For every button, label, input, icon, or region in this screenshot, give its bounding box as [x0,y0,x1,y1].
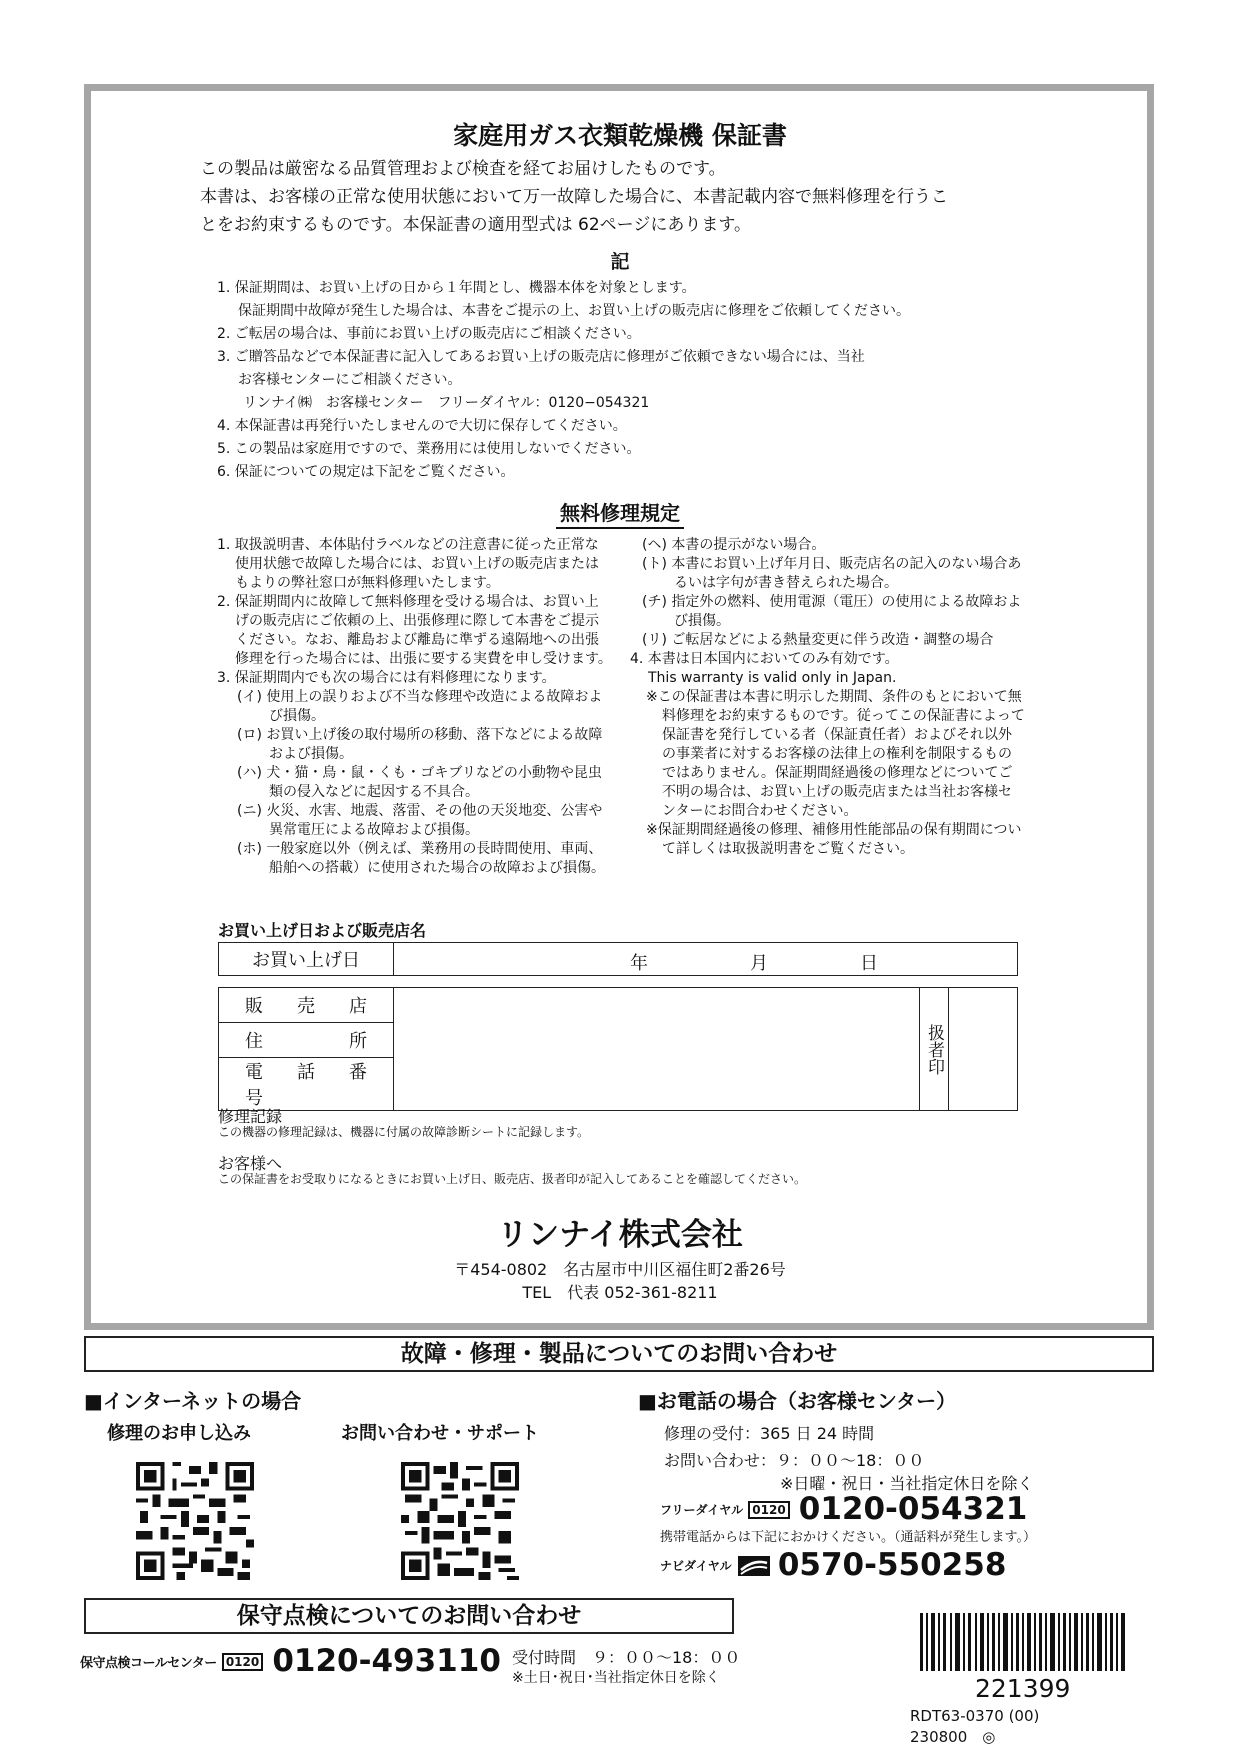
rule-3-he: (ヘ) 本書の提示がない場合。 [642,537,826,553]
mobile-note: 携帯電話からは下記におかけください。（通話料が発生します。） [660,1530,1036,1545]
term-4: 4. 本保証書は再発行いたしませんので大切に保存してください。 [217,418,627,434]
company-address: 〒454-0802 名古屋市中川区福住町2番26号 [454,1260,786,1279]
qr-code-support[interactable] [401,1462,519,1580]
rule-3-ni: (ニ) 火災、水害、地震、落雷、その他の天災地変、公害や異常電圧による故障および損傷。 [237,803,603,838]
rule-3-to: (ト) 本書にお買い上げ年月日、販売店名の記入のない場合あるいは字句が書き替えられた場合。 [642,556,1022,591]
intro-line-2: 本書は、お客様の正常な使用状態において万一故障した場合に、本書記載内容で無料修理を行うこ [200,187,948,207]
rule-3-ho: (ホ) 一般家庭以外（例えば、業務用の長時間使用、車両、船舶への搭載）に使用された場合の故障および損傷。 [237,841,605,876]
navi-dial-row [660,1547,1007,1583]
intro-line-3: とをお約束するものです。本保証書の適用型式は 62ページにあります。 [200,215,751,235]
holidays-note: ※日曜・祝日・当社指定休日を除く [780,1474,1034,1493]
free-dial-label: フリーダイヤル [660,1503,744,1517]
customer-text: この保証書をお受取りになるときにお買い上げ日、販売店、扱者印が記入してあることを確認してください。 [218,1172,807,1186]
note-2: ※保証期間経過後の修理、補修用性能部品の保有期間について詳しくは取扱説明書をご覧ください。 [646,822,1022,857]
rule-3-ha: (ハ) 犬・猫・鳥・鼠・くも・ゴキブリなどの小動物や昆虫類の侵入などに起因する不具合。 [237,765,602,800]
term-3b: お客様センターにご相談ください。 [238,372,462,388]
navi-dial-label: ナビダイヤル [660,1559,732,1573]
warranty-title: 家庭用ガス衣類乾燥機 保証書 [453,121,787,150]
purchase-heading: お買い上げ日および販売店名 [218,921,427,940]
free-repair-heading-wrap [0,497,1240,526]
repair-hours: 修理の受付：365 日 24 時間 [664,1424,875,1443]
maintenance-call-center: 保守点検コールセンター [80,1656,217,1671]
intro-line-1: この製品は厳密なる品質管理および検査を経てお届けしたものです。 [200,159,726,179]
qr-code-repair[interactable] [136,1462,254,1580]
store-info-field[interactable] [394,988,920,1111]
document-code: RDT63-0370 (00) [910,1707,1040,1725]
free-repair-right-column [630,536,1025,859]
barcode-number: 221399 [975,1674,1071,1703]
maintenance-free-dial-icon: 0120 [222,1653,263,1671]
repair-record-text: この機器の修理記録は、機器に付属の故障診断シートに記録します。 [218,1125,590,1139]
navi-dial-number[interactable]: 0570-550258 [777,1547,1007,1583]
rule-2: 2. 保証期間内に故障して無料修理を受ける場合は、お買い上げの販売店にご依頼の上、出張修理に際して本書をご提示ください。なお、離島および離島に準ずる遠隔地への出張修理を行った場合には、出張に要する実費を申し受けます。 [217,594,612,667]
maintenance-heading: 保守点検についてのお問い合わせ [84,1598,734,1634]
rule-3-chi: (チ) 指定外の燃料、使用電源（電圧）の使用による故障および損傷。 [642,594,1022,629]
term-6: 6. 保証についての規定は下記をご覧ください。 [217,464,515,480]
document-date: 230800 ◎ [910,1728,996,1746]
purchase-date-label: お買い上げ日 [219,943,394,976]
rule-4-english: This warranty is valid only in Japan. [648,670,897,686]
rule-3-i: (イ) 使用上の誤りおよび不当な修理や改造による故障および損傷。 [237,689,603,724]
purchase-date-table [218,942,1018,976]
rule-3-ro: (ロ) お買い上げ後の取付場所の移動、落下などによる故障および損傷。 [237,727,603,762]
free-dial-icon: 0120 [748,1501,789,1519]
store-table [218,987,1018,1111]
free-repair-left-column [217,536,612,878]
free-repair-heading: 無料修理規定 [556,501,684,529]
barcode [920,1613,1128,1671]
maintenance-number[interactable]: 0120-493110 [272,1643,501,1679]
navi-dial-icon [737,1555,771,1577]
contact-heading: 故障・修理・製品についてのお問い合わせ [84,1336,1154,1372]
internet-heading: ■インターネットの場合 [84,1389,302,1413]
rule-3: 3. 保証期間内でも次の場合には有料修理になります。 [217,670,556,686]
purchase-date-field[interactable] [394,943,1018,976]
repair-record-heading: 修理記録 [218,1107,283,1126]
support-label: お問い合わせ・サポート [341,1423,539,1444]
maintenance-holidays: ※土日･祝日･当社指定休日を除く [512,1670,720,1686]
address-label: 住 所 [219,1023,394,1058]
company-name: リンナイ株式会社 [497,1217,743,1253]
term-3: 3. ご贈答品などで本保証書に記入してあるお買い上げの販売店に修理がご依頼できない場合には、当社 [217,349,865,365]
term-1b: 保証期間中故障が発生した場合は、本書をご提示の上、お買い上げの販売店に修理をご依頼してください。 [238,303,910,319]
term-2: 2. ご転居の場合は、事前にお買い上げの販売店にご相談ください。 [217,326,641,342]
company-tel: TEL 代表 052-361-8211 [522,1283,718,1302]
ki-heading: 記 [610,251,630,273]
stamp-label: 扱者印 [920,988,949,1111]
free-dial-row [660,1491,1028,1527]
maintenance-hours: 受付時間 ９：００〜18：００ [512,1648,741,1667]
month-label: 月 [750,953,768,974]
inquiry-hours: お問い合わせ：９：００〜18：００ [664,1451,925,1470]
phone-heading: ■お電話の場合（お客様センター） [638,1389,957,1413]
rule-3-ri: (リ) ご転居などによる熱量変更に伴う改造・調整の場合 [642,632,994,648]
repair-apply-label: 修理のお申し込み [107,1423,251,1444]
term-1: 1. 保証期間は、お買い上げの日から１年間とし、機器本体を対象とします。 [217,280,696,296]
term-3c: リンナイ㈱ お客様センター フリーダイヤル：0120−054321 [243,395,650,411]
day-label: 日 [860,953,878,974]
stamp-field[interactable] [949,988,1018,1111]
maintenance-phone-row [80,1643,501,1679]
phone-label: 電 話 番 号 [219,1058,394,1111]
customer-heading: お客様へ [218,1154,283,1173]
note-1: ※この保証書は本書に明示した期間、条件のもとにおいて無料修理をお約束するものです。従ってこの保証書によって保証書を発行している者（保証責任者）およびそれ以外の事業者に対するお客様の法律上の権利を制限するものではありません。保証期間経過後の修理などについてご不明の場合は、お買い上げの販売店または当社お客様センターにお問合わせください。 [646,689,1025,819]
rule-1: 1. 取扱説明書、本体貼付ラベルなどの注意書に従った正常な使用状態で故障した場合には、お買い上げの販売店またはもよりの弊社窓口が無料修理いたします。 [217,537,599,591]
store-label: 販 売 店 [219,988,394,1023]
year-label: 年 [630,953,648,974]
term-5: 5. この製品は家庭用ですので、業務用には使用しないでください。 [217,441,641,457]
rule-4: 4. 本書は日本国内においてのみ有効です。 [630,651,899,667]
free-dial-number[interactable]: 0120-054321 [798,1491,1028,1527]
